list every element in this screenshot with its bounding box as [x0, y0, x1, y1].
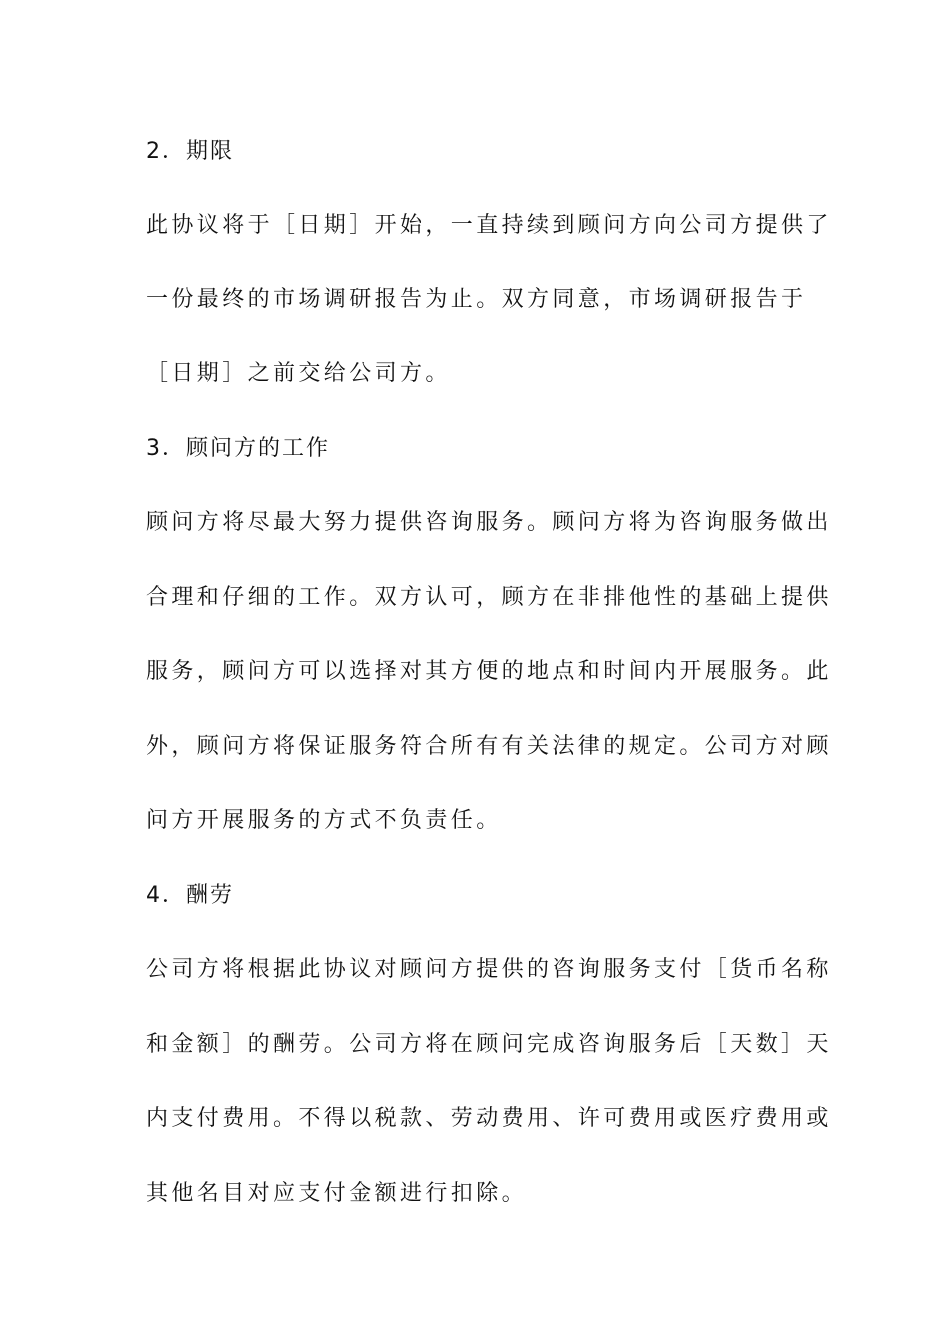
paragraph-line: 顾问方将尽最大努力提供咨询服务。顾问方将为咨询服务做出 [146, 510, 832, 535]
section-heading-remuneration: 4．酬劳 [146, 883, 234, 908]
paragraph-line: 一份最终的市场调研报告为止。双方同意，市场调研报告于 [146, 287, 807, 312]
paragraph-line: ［日期］之前交给公司方。 [146, 361, 451, 386]
paragraph-line: 公司方将根据此协议对顾问方提供的咨询服务支付［货币名称 [146, 957, 832, 982]
section-heading-term: 2．期限 [146, 139, 234, 164]
paragraph-line: 合理和仔细的工作。双方认可，顾方在非排他性的基础上提供 [146, 585, 832, 610]
paragraph-line: 问方开展服务的方式不负责任。 [146, 808, 502, 833]
section-heading-consultant-work: 3．顾问方的工作 [146, 436, 330, 461]
paragraph-line: 内支付费用。不得以税款、劳动费用、许可费用或医疗费用或 [146, 1106, 832, 1131]
paragraph-line: 和金额］的酬劳。公司方将在顾问完成咨询服务后［天数］天 [146, 1032, 832, 1057]
paragraph-line: 服务，顾问方可以选择对其方便的地点和时间内开展服务。此 [146, 659, 832, 684]
paragraph-line: 其他名目对应支付金额进行扣除。 [146, 1181, 528, 1206]
paragraph-line: 此协议将于［日期］开始，一直持续到顾问方向公司方提供了 [146, 213, 832, 238]
paragraph-line: 外，顾问方将保证服务符合所有有关法律的规定。公司方对顾 [146, 734, 832, 759]
